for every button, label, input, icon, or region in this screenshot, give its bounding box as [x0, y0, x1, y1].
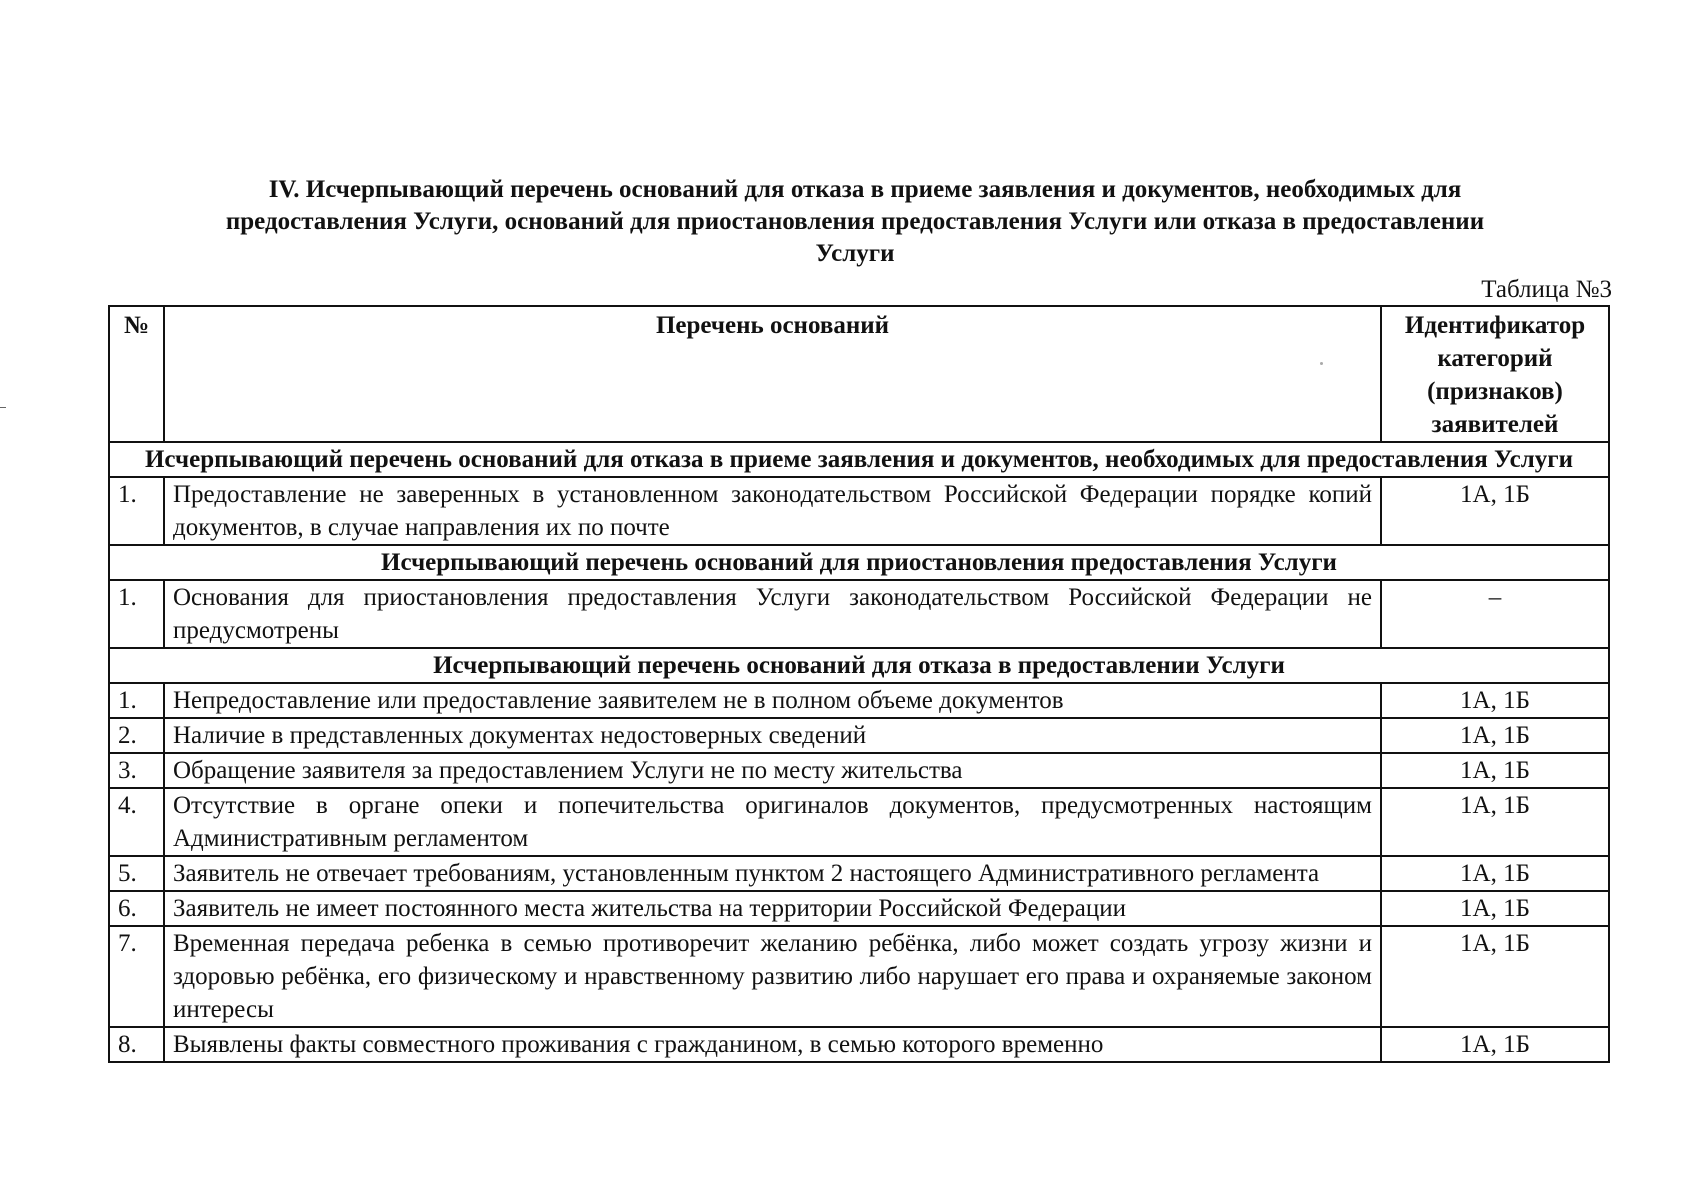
row-identifier: 1А, 1Б — [1381, 683, 1609, 718]
section-title: Исчерпывающий перечень оснований для приостановления предоставления Услуги — [109, 545, 1609, 580]
table-row — [109, 788, 1609, 856]
row-number: 1. — [109, 580, 164, 648]
row-number: 1. — [109, 477, 164, 545]
row-identifier: 1А, 1Б — [1381, 1027, 1609, 1062]
row-number: 3. — [109, 753, 164, 788]
header-grounds-list: Перечень оснований — [164, 306, 1381, 442]
table-row — [109, 718, 1609, 753]
margin-mark — [0, 407, 6, 408]
table-row — [109, 477, 1609, 545]
row-ground-text: Выявлены факты совместного проживания с гражданином, в семью которого временно — [164, 1027, 1381, 1062]
row-identifier: 1А, 1Б — [1381, 753, 1609, 788]
row-ground-text: Непредоставление или предоставление заявителем не в полном объеме документов — [164, 683, 1381, 718]
row-ground-text: Обращение заявителя за предоставлением Услуги не по месту жительства — [164, 753, 1381, 788]
heading-line-2: предоставления Услуги, оснований для приостановления предоставления Услуги или отказа в предоставлении — [225, 208, 1485, 235]
row-number: 5. — [109, 856, 164, 891]
table-header-row — [109, 306, 1609, 442]
section-title: Исчерпывающий перечень оснований для отказа в приеме заявления и документов, необходимых для предоставления Услуги — [109, 442, 1609, 477]
heading-line-1: IV. Исчерпывающий перечень оснований для отказа в приеме заявления и документов, необходимых для — [268, 176, 1462, 203]
row-ground-text: Наличие в представленных документах недостоверных сведений — [164, 718, 1381, 753]
row-number: 8. — [109, 1027, 164, 1062]
row-ground-text: Заявитель не отвечает требованиям, установленным пунктом 2 настоящего Административного регламента — [164, 856, 1381, 891]
heading-line-3: Услуги — [815, 240, 895, 267]
table-row — [109, 753, 1609, 788]
row-ground-text: Основания для приостановления предоставления Услуги законодательством Российской Федерации не предусмотрены — [164, 580, 1381, 648]
section-title: Исчерпывающий перечень оснований для отказа в предоставлении Услуги — [109, 648, 1609, 683]
row-identifier: – — [1381, 580, 1609, 648]
row-ground-text: Временная передача ребенка в семью противоречит желанию ребёнка, либо может создать угрозу жизни и здоровью ребёнка, его физическому и нравственному развитию либо нарушает его права и охраняемые законом интересы — [164, 926, 1381, 1027]
row-number: 6. — [109, 891, 164, 926]
table-row — [109, 926, 1609, 1027]
grounds-table — [108, 305, 1610, 1063]
row-ground-text: Отсутствие в органе опеки и попечительства оригиналов документов, предусмотренных настоящим Административным регламентом — [164, 788, 1381, 856]
row-number: 4. — [109, 788, 164, 856]
row-number: 2. — [109, 718, 164, 753]
row-number: 1. — [109, 683, 164, 718]
table-number-label: Таблица №3 — [1481, 276, 1612, 303]
row-identifier: 1А, 1Б — [1381, 718, 1609, 753]
table-row — [109, 856, 1609, 891]
row-identifier: 1А, 1Б — [1381, 788, 1609, 856]
header-applicant-identifier: Идентификатор категорий (признаков) заявителей — [1381, 306, 1609, 442]
section-title-row — [109, 648, 1609, 683]
section-title-row — [109, 442, 1609, 477]
table-row — [109, 1027, 1609, 1062]
row-identifier: 1А, 1Б — [1381, 891, 1609, 926]
table-row — [109, 683, 1609, 718]
row-identifier: 1А, 1Б — [1381, 926, 1609, 1027]
row-ground-text: Заявитель не имеет постоянного места жительства на территории Российской Федерации — [164, 891, 1381, 926]
row-identifier: 1А, 1Б — [1381, 477, 1609, 545]
table-row — [109, 580, 1609, 648]
row-number: 7. — [109, 926, 164, 1027]
section-heading — [110, 174, 1600, 270]
row-ground-text: Предоставление не заверенных в установленном законодательством Российской Федерации порядке копий документов, в случае направления их по почте — [164, 477, 1381, 545]
table-row — [109, 891, 1609, 926]
section-title-row — [109, 545, 1609, 580]
row-identifier: 1А, 1Б — [1381, 856, 1609, 891]
header-number: № — [109, 306, 164, 442]
